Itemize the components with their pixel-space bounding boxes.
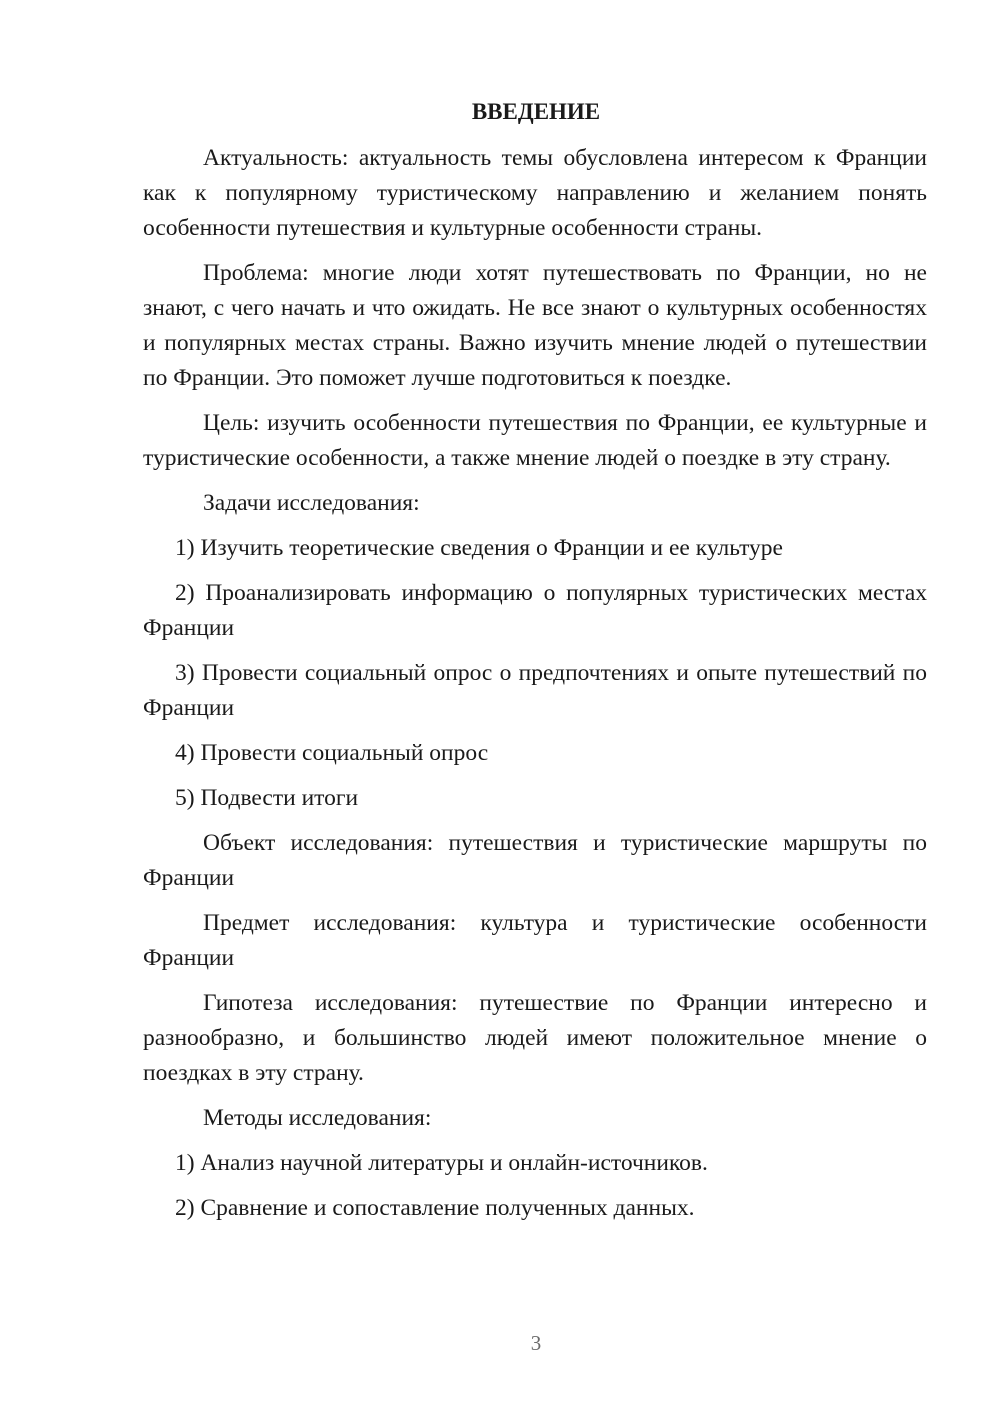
- task-item: 3) Провести социальный опрос о предпочтениях и опыте путешествий по Франции: [143, 660, 927, 721]
- method-item: 1) Анализ научной литературы и онлайн-источников.: [175, 1150, 708, 1176]
- page-content: [143, 94, 927, 1236]
- paragraph-methods-heading: Методы исследования:: [203, 1105, 432, 1131]
- page-number: 3: [530, 1331, 542, 1355]
- paragraph-hypothesis: Гипотеза исследования: путешествие по Франции интересно и разнообразно, и большинство людей имеют положительное мнение о поездках в эту страну.: [143, 990, 927, 1086]
- paragraph-relevance: Актуальность: актуальность темы обусловлена интересом к Франции как к популярному туристическому направлению и желанием понять особенности путешествия и культурные особенности страны.: [143, 145, 927, 241]
- paragraph-goal: Цель: изучить особенности путешествия по Франции, ее культурные и туристические особенности, а также мнение людей о поездке в эту страну.: [143, 410, 927, 471]
- task-item: 5) Подвести итоги: [175, 785, 359, 811]
- method-item: 2) Сравнение и сопоставление полученных данных.: [175, 1195, 695, 1221]
- section-heading: ВВЕДЕНИЕ: [471, 99, 601, 124]
- task-item: 1) Изучить теоретические сведения о Франции и ее культуре: [175, 535, 783, 561]
- paragraph-tasks-heading: Задачи исследования:: [203, 490, 420, 516]
- task-item: 4) Провести социальный опрос: [175, 740, 489, 766]
- paragraph-object: Объект исследования: путешествия и туристические маршруты по Франции: [143, 830, 927, 891]
- task-item: 2) Проанализировать информацию о популярных туристических местах Франции: [143, 580, 927, 641]
- paragraph-problem: Проблема: многие люди хотят путешествовать по Франции, но не знают, с чего начать и что ожидать. Не все знают о культурных особенностях и популярных местах страны. Важно изучить мнение людей о путешествии по Франции. Это поможет лучше подготовиться к поездке.: [143, 260, 927, 391]
- paragraph-subject: Предмет исследования: культура и туристические особенности Франции: [143, 910, 927, 971]
